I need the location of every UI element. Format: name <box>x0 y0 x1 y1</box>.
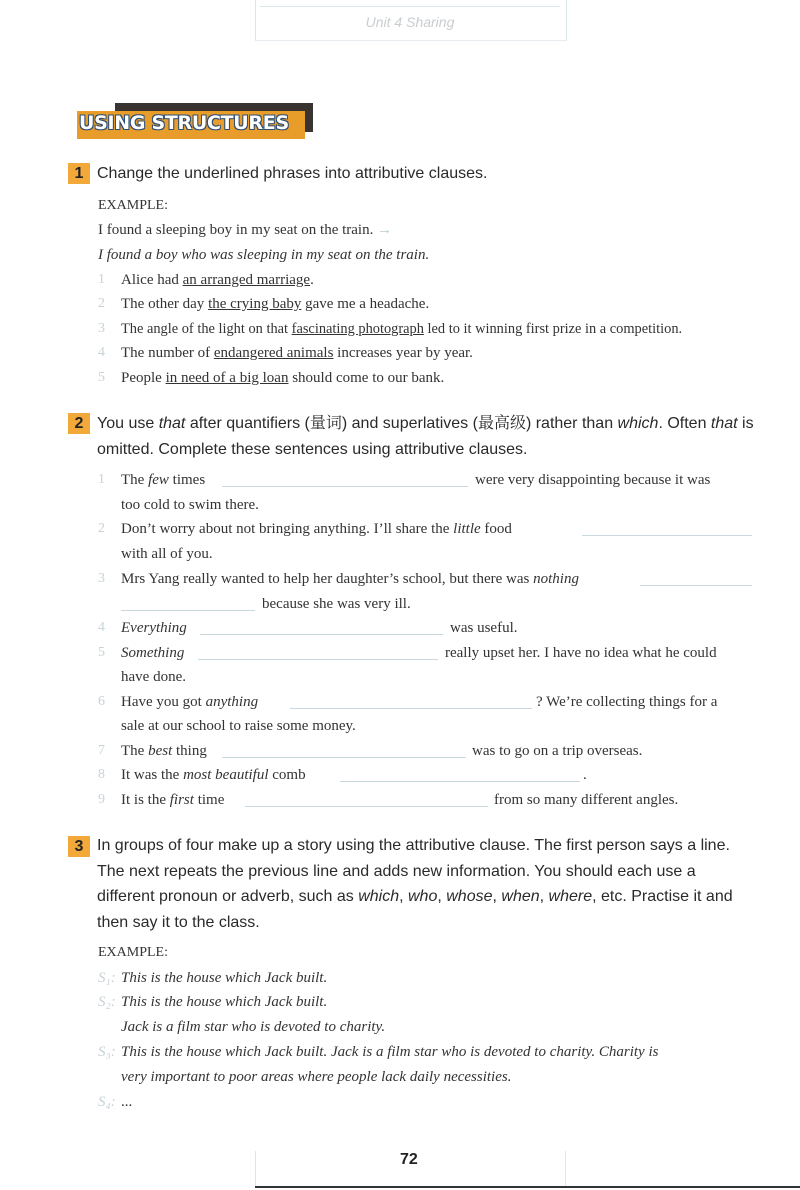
underlined-phrase: an arranged marriage <box>182 272 311 288</box>
sentence-1-cont: too cold to swim there. <box>121 497 259 513</box>
answer-blank[interactable] <box>290 708 532 709</box>
exercise-number-badge: 3 <box>68 836 90 857</box>
unit-title: Unit 4 Sharing <box>365 14 455 30</box>
item-number: 1 <box>98 272 105 287</box>
answer-blank[interactable] <box>198 659 438 660</box>
sentence-7-end: was to go on a trip overseas. <box>472 743 643 759</box>
exercise-number-badge: 2 <box>68 413 90 434</box>
dialogue-line: ... <box>121 1094 133 1110</box>
exercise-instruction: Change the underlined phrases into attributive clauses. <box>97 165 488 182</box>
dialogue-line: This is the house which Jack built. <box>121 970 328 986</box>
sentence-5-end: really upset her. I have no idea what he could <box>445 645 717 661</box>
item-number: 6 <box>98 694 105 709</box>
exercise-sentence: The other day the crying baby gave me a headache. <box>121 296 430 312</box>
dialogue-line: Jack is a film star who is devoted to charity. <box>121 1019 386 1035</box>
answer-blank[interactable] <box>582 535 752 536</box>
speaker-label: S₃: <box>98 1044 116 1060</box>
answer-blank[interactable] <box>640 585 752 586</box>
sentence-9-end: from so many different angles. <box>494 792 679 808</box>
exercise-instruction: You use that after quantifiers (量词) and superlatives (最高级) rather than which. Often that is omitted. Complete these sentences using attributive clauses. <box>97 415 754 458</box>
footer-rule <box>255 1186 800 1188</box>
underlined-phrase: in need of a big loan <box>165 370 289 386</box>
underlined-phrase: fascinating photograph <box>291 321 424 337</box>
exercise-number-badge: 1 <box>68 163 90 184</box>
sentence-4-end: was useful. <box>450 620 518 636</box>
sentence-8-end: . <box>583 767 587 783</box>
speaker-label: S₄: <box>98 1094 116 1110</box>
sentence-3-start: Mrs Yang really wanted to help her daughter’s school, but there was nothing <box>121 571 579 587</box>
exercise-sentence: The angle of the light on that fascinating photograph led to it winning first prize in a competition. <box>121 321 683 337</box>
item-number: 2 <box>98 521 105 536</box>
answer-blank[interactable] <box>245 806 488 807</box>
sentence-3-end: because she was very ill. <box>262 596 411 612</box>
answer-blank[interactable] <box>121 610 255 611</box>
section-banner <box>77 103 313 139</box>
item-number: 1 <box>98 472 105 487</box>
sentence-2-start: Don’t worry about not bringing anything. I’ll share the little food <box>121 521 512 537</box>
answer-blank[interactable] <box>340 781 580 782</box>
item-number: 5 <box>98 645 105 660</box>
sentence-9-start: It is the first time <box>121 792 225 808</box>
sentence-6-end: ? We’re collecting things for a <box>536 694 718 710</box>
item-number: 5 <box>98 370 105 385</box>
example-prompt: I found a sleeping boy in my seat on the train. → <box>98 222 393 238</box>
speaker-label: S₂: <box>98 994 116 1010</box>
sentence-6-cont: sale at our school to raise some money. <box>121 718 356 734</box>
item-number: 8 <box>98 767 105 782</box>
banner-title: USING STRUCTURES <box>79 112 289 134</box>
dialogue-line: very important to poor areas where people lack daily necessities. <box>121 1069 512 1085</box>
sentence-2-cont: with all of you. <box>121 546 213 562</box>
dialogue-line: This is the house which Jack built. Jack is a film star who is devoted to charity. Charity is <box>121 1044 659 1060</box>
item-number: 2 <box>98 296 105 311</box>
answer-blank[interactable] <box>222 486 468 487</box>
item-number: 4 <box>98 345 105 360</box>
arrow-icon: → <box>377 222 393 238</box>
answer-blank[interactable] <box>200 634 443 635</box>
underlined-phrase: endangered animals <box>213 345 334 361</box>
dialogue-line: This is the house which Jack built. <box>121 994 328 1010</box>
page-number: 72 <box>400 1151 418 1168</box>
sentence-5-cont: have done. <box>121 669 186 685</box>
item-number: 3 <box>98 571 105 586</box>
example-label: EXAMPLE: <box>98 198 168 213</box>
exercise-instruction: In groups of four make up a story using the attributive clause. The first person says a line. The next repeats the previous line and adds new information. You should each use a different pronoun or adverb, such as which, who, whose, when, where, etc. Practise it and then say it to the class. <box>97 837 733 931</box>
exercise-sentence: Alice had an arranged marriage. <box>121 272 314 288</box>
sentence-5-start: Something <box>121 645 185 661</box>
item-number: 9 <box>98 792 105 807</box>
sentence-6-start: Have you got anything <box>121 694 259 710</box>
exercise-sentence: The number of endangered animals increases year by year. <box>121 345 473 361</box>
header-rule <box>260 6 560 7</box>
example-label: EXAMPLE: <box>98 945 168 960</box>
sentence-1-start: The few times <box>121 472 206 488</box>
sentence-7-start: The best thing <box>121 743 207 759</box>
underlined-phrase: the crying baby <box>208 296 302 312</box>
item-number: 4 <box>98 620 105 635</box>
example-answer: I found a boy who was sleeping in my seat on the train. <box>98 247 430 263</box>
answer-blank[interactable] <box>222 757 466 758</box>
sentence-4-start: Everything <box>121 620 187 636</box>
exercise-sentence: People in need of a big loan should come to our bank. <box>121 370 445 386</box>
speaker-label: S₁: <box>98 970 116 986</box>
item-number: 3 <box>98 321 105 336</box>
sentence-1-end: were very disappointing because it was <box>475 472 711 488</box>
sentence-8-start: It was the most beautiful comb <box>121 767 306 783</box>
item-number: 7 <box>98 743 105 758</box>
